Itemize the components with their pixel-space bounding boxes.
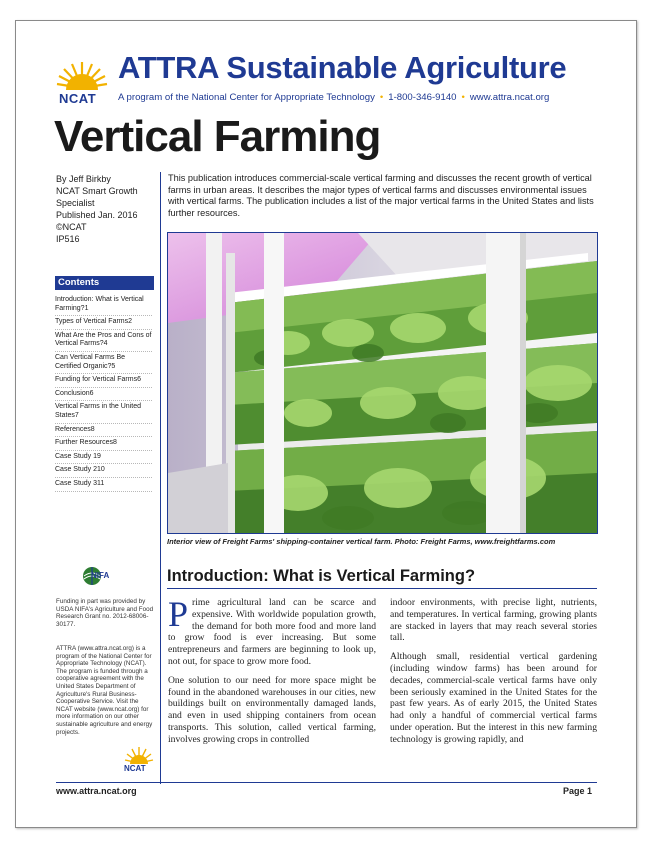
paragraph: indoor environments, with precise light, nutrients, and temperatures. In vertical farming, growing plants are stacked in layers that may reach several stories tall. [390, 597, 597, 644]
vertical-farm-photo [167, 232, 598, 534]
body-column-2 [390, 597, 597, 753]
toc-item[interactable]: References8 [55, 424, 152, 438]
toc-item[interactable]: Case Study 210 [55, 464, 152, 478]
tagline-url[interactable]: www.attra.ncat.org [469, 92, 550, 103]
drop-cap: P [168, 594, 189, 634]
photo-caption: Interior view of Freight Farms' shipping-container vertical farm. Photo: Freight Farms, www.freightfarms.com [167, 537, 556, 546]
section-heading: Introduction: What is Vertical Farming? [167, 567, 476, 585]
brand-rest: Sustainable Agriculture [226, 50, 567, 85]
ncat-logo-small-text: NCAT [124, 764, 146, 773]
nifa-logo-text: NIFA [91, 571, 110, 580]
toc-item[interactable]: Case Study 311 [55, 478, 152, 492]
page-number: Page 1 [563, 786, 593, 796]
toc-item[interactable]: Conclusion6 [55, 388, 152, 402]
toc-item[interactable]: Funding for Vertical Farms6 [55, 374, 152, 388]
toc-item[interactable]: Further Resources8 [55, 437, 152, 451]
brand-attra: ATTRA [118, 50, 219, 85]
section-rule [167, 588, 597, 589]
attra-about-note: ATTRA (www.attra.ncat.org) is a program of the National Center for Appropriate Technology (NCAT). The program is funded through a cooperative agreement with the United States Department of Agriculture's Rural Business-Cooperative Service. Visit the NCAT website (www.ncat.org) for more information on our other sustainable agriculture and energy projects. [56, 645, 153, 736]
byline-line: IP516 [56, 234, 80, 244]
toc-item[interactable]: Types of Vertical Farms2 [55, 316, 152, 330]
page-title: Vertical Farming [54, 112, 381, 161]
tagline-phone: 1-800-346-9140 [388, 92, 457, 103]
paragraph: Although small, residential vertical gardening (including window farms) has been around for decades, commercial-scale vertical farms have only been seriously examined in the United States for the past few years. As of early 2015, the United States had only a handful of commercial vertical farms under operation. But the interest in this new farming technology is growing rapidly, and [390, 651, 597, 745]
brand-title [118, 50, 566, 86]
contents-heading: Contents [55, 276, 154, 290]
tagline-program: A program of the National Center for Appropriate Technology [118, 92, 375, 103]
table-of-contents [55, 294, 152, 492]
byline-line: Specialist [56, 198, 95, 208]
toc-item[interactable]: What Are the Pros and Cons of Vertical Farms?4 [55, 330, 152, 352]
footer-url[interactable]: www.attra.ncat.org [56, 786, 137, 796]
toc-item[interactable]: Case Study 19 [55, 451, 152, 465]
toc-item[interactable]: Can Vertical Farms Be Certified Organic?5 [55, 352, 152, 374]
toc-item[interactable]: Introduction: What is Vertical Farming?1 [55, 294, 152, 316]
byline-line: ©NCAT [56, 222, 87, 232]
sun-logo-small-icon [124, 746, 154, 764]
body-column-1 [168, 594, 376, 753]
byline [56, 173, 156, 245]
byline-line: By Jeff Birkby [56, 174, 111, 184]
intro-summary: This publication introduces commercial-scale vertical farming and discusses the recent growth of vertical farms in urban areas. It describes the major types of vertical farms and discusses environmental issues with vertical farms. The publication includes a list of the major vertical farms in the United States and lists further resources. [168, 173, 594, 219]
ncat-logo-text: NCAT [59, 91, 97, 106]
funding-note: Funding in part was provided by USDA NIFA's Agriculture and Food Research Grant no. 2012-68006-30177. [56, 598, 154, 628]
sun-logo-icon [56, 60, 108, 90]
tagline: A program of the National Center for Appropriate Technology • 1-800-346-9140 • www.attra.ncat.org [118, 92, 550, 103]
footer-rule [56, 782, 597, 783]
paragraph: One solution to our need for more space might be found in the abandoned warehouses in our cities, new buildings built on environmentally damaged lands, and even in used shipping containers from ocean transports. This solution, called vertical farming, involves growing crops in controlled [168, 674, 376, 745]
byline-line: Published Jan. 2016 [56, 210, 138, 220]
byline-line: NCAT Smart Growth [56, 186, 138, 196]
paragraph: rime agricultural land can be scarce and expensive. With worldwide population growth, the demand for both more food and more land to grow food is ever increasing. But some entrepreneurs and farmers are beginning to look up, not out, for space to grow more food. [168, 597, 376, 667]
column-divider [160, 172, 161, 784]
toc-item[interactable]: Vertical Farms in the United States7 [55, 401, 152, 423]
